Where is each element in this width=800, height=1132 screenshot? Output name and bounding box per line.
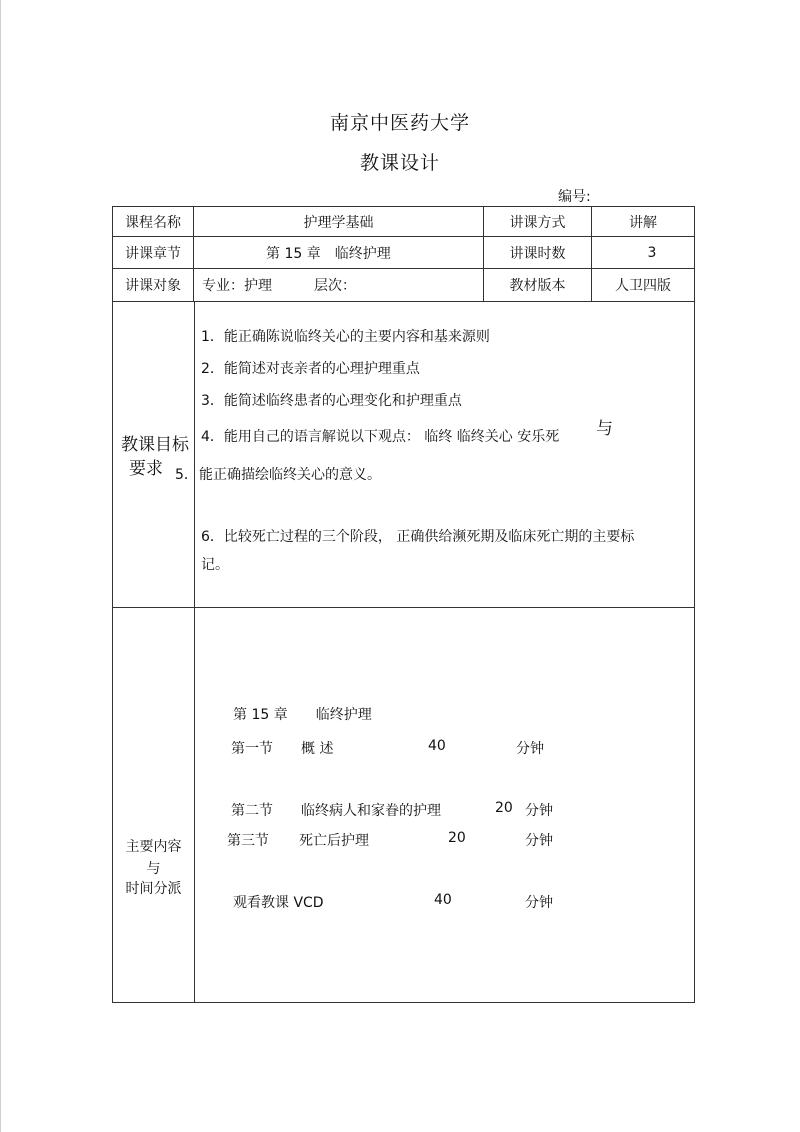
section-2-topic: 临终病人和家眷的护理 bbox=[301, 803, 441, 819]
level-value: 层次： bbox=[314, 278, 356, 294]
content-label-line1: 主要内容 bbox=[125, 839, 182, 855]
row-audience bbox=[113, 269, 695, 302]
edition-value: 人卫四版 bbox=[592, 269, 695, 302]
row-goals bbox=[113, 302, 695, 608]
row-chapter bbox=[113, 237, 695, 269]
major-value: 专业：护理 bbox=[202, 278, 272, 294]
course-name-label: 课程名称 bbox=[113, 207, 194, 237]
goal-item-3: 3．能简述临终患者的心理变化和护理重点 bbox=[201, 393, 462, 409]
goals-divider bbox=[194, 302, 195, 607]
content-chapter: 第 15 章 临终护理 bbox=[233, 707, 372, 723]
section-3-name: 第三节 bbox=[227, 833, 269, 849]
section-1-minutes: 40 bbox=[428, 738, 446, 754]
goal-item-6-line2: 记。 bbox=[201, 557, 229, 573]
video-unit: 分钟 bbox=[525, 895, 553, 911]
content-label-line3: 时间分派 bbox=[125, 881, 182, 897]
section-3-minutes: 20 bbox=[448, 830, 466, 846]
serial-number-label: 编号: bbox=[558, 189, 591, 205]
chapter-value: 第 15 章 临终护理 bbox=[194, 237, 484, 269]
section-2-unit: 分钟 bbox=[525, 803, 553, 819]
teaching-method-value: 讲解 bbox=[592, 207, 695, 237]
goal-item-2: 2．能简述对丧亲者的心理护理重点 bbox=[201, 361, 420, 377]
teaching-hours-label: 讲课时数 bbox=[484, 237, 592, 269]
section-1-topic: 概 述 bbox=[301, 741, 334, 757]
goals-cell bbox=[113, 302, 695, 608]
section-2-name: 第二节 bbox=[231, 803, 273, 819]
video-minutes: 40 bbox=[434, 892, 452, 908]
content-cell bbox=[113, 608, 695, 1003]
section-1-name: 第一节 bbox=[231, 741, 273, 757]
course-name-value: 护理学基础 bbox=[194, 207, 484, 237]
goals-label-line2: 要求 bbox=[129, 459, 163, 479]
section-3-unit: 分钟 bbox=[525, 833, 553, 849]
edition-label: 教材版本 bbox=[484, 269, 592, 302]
goals-label-line1: 教课目标 bbox=[121, 435, 189, 455]
audience-value bbox=[194, 269, 484, 302]
section-2-minutes: 20 bbox=[495, 800, 513, 816]
row-content bbox=[113, 608, 695, 1003]
goal-item-6-line1: 6．比较死亡过程的三个阶段， 正确供给濒死期及临床死亡期的主要标 bbox=[201, 529, 635, 545]
document-title: 教课设计 bbox=[359, 152, 440, 174]
chapter-label: 讲课章节 bbox=[113, 237, 194, 269]
goal-item-1: 1．能正确陈说临终关心的主要内容和基来源则 bbox=[201, 329, 490, 345]
content-divider bbox=[194, 608, 195, 1002]
goal-item-5: 能正确描绘临终关心的意义。 bbox=[199, 467, 381, 483]
section-3-topic: 死亡后护理 bbox=[299, 833, 369, 849]
section-1-unit: 分钟 bbox=[516, 741, 544, 757]
teaching-method-label: 讲课方式 bbox=[484, 207, 592, 237]
goal-item-4: 4．能用自己的语言解说以下观点： 临终 临终关心 安乐死 bbox=[201, 429, 560, 445]
content-label-line2: 与 bbox=[146, 861, 161, 877]
goal-item-4-tail: 与 bbox=[596, 419, 613, 439]
audience-label: 讲课对象 bbox=[113, 269, 194, 302]
video-topic: 观看教课 VCD bbox=[233, 895, 324, 911]
row-course-name bbox=[113, 207, 695, 237]
teaching-hours-value: 3 bbox=[592, 237, 695, 269]
lesson-plan-table bbox=[112, 206, 695, 1003]
goal-item-5-number: 5． bbox=[175, 467, 198, 483]
university-title: 南京中医药大学 bbox=[329, 112, 470, 134]
